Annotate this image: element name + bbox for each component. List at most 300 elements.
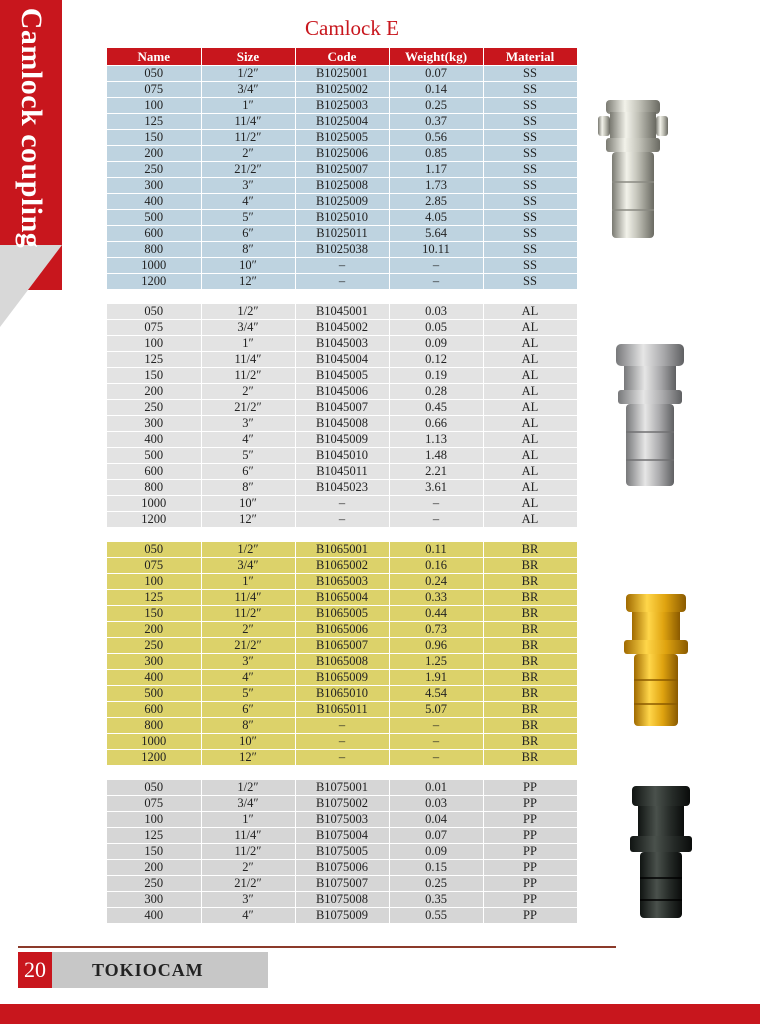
cell-name: 100 (107, 336, 201, 352)
cell-name: 300 (107, 892, 201, 908)
cell-size: 11/2″ (201, 606, 295, 622)
cell-size: 10″ (201, 258, 295, 274)
cell-code: B1025001 (295, 66, 389, 82)
cell-material: SS (483, 130, 577, 146)
table-row (107, 320, 577, 336)
cell-name: 200 (107, 146, 201, 162)
cell-name: 200 (107, 384, 201, 400)
cell-name: 050 (107, 780, 201, 796)
cell-name: 125 (107, 114, 201, 130)
cell-size: 11/4″ (201, 352, 295, 368)
cell-material: SS (483, 258, 577, 274)
table-row (107, 892, 577, 908)
cell-size: 2″ (201, 384, 295, 400)
cell-size: 6″ (201, 464, 295, 480)
cell-size: 2″ (201, 146, 295, 162)
aluminum-camlock-e-icon (610, 340, 690, 490)
table-row (107, 432, 577, 448)
cell-size: 8″ (201, 242, 295, 258)
cell-name: 075 (107, 558, 201, 574)
table-row (107, 606, 577, 622)
cell-size: 11/4″ (201, 590, 295, 606)
cell-size: 12″ (201, 750, 295, 766)
cell-size: 11/4″ (201, 828, 295, 844)
cell-code: B1025011 (295, 226, 389, 242)
cell-name: 300 (107, 178, 201, 194)
table-row (107, 384, 577, 400)
table-row (107, 352, 577, 368)
cell-weight: 0.07 (389, 66, 483, 82)
cell-code: B1025002 (295, 82, 389, 98)
cell-code: B1045007 (295, 400, 389, 416)
cell-name: 075 (107, 82, 201, 98)
cell-size: 3″ (201, 654, 295, 670)
cell-material: SS (483, 82, 577, 98)
cell-name: 600 (107, 702, 201, 718)
table-row (107, 750, 577, 766)
page-number: 20 (18, 952, 52, 988)
cell-material: AL (483, 416, 577, 432)
cell-size: 21/2″ (201, 400, 295, 416)
page-title: Camlock E (305, 16, 399, 40)
cell-code: B1025038 (295, 242, 389, 258)
table-row (107, 638, 577, 654)
cell-size: 4″ (201, 670, 295, 686)
cell-material: BR (483, 638, 577, 654)
cell-size: 4″ (201, 908, 295, 924)
cell-material: AL (483, 432, 577, 448)
cell-size: 21/2″ (201, 638, 295, 654)
cell-size: 1″ (201, 574, 295, 590)
cell-name: 125 (107, 828, 201, 844)
cell-weight: 0.15 (389, 860, 483, 876)
cell-name: 050 (107, 304, 201, 320)
cell-weight: 3.61 (389, 480, 483, 496)
cell-code: B1065004 (295, 590, 389, 606)
table-row (107, 734, 577, 750)
cell-size: 21/2″ (201, 876, 295, 892)
cell-code: – (295, 512, 389, 528)
cell-name: 150 (107, 368, 201, 384)
cell-size: 12″ (201, 274, 295, 290)
cell-name: 100 (107, 574, 201, 590)
cell-weight: 0.44 (389, 606, 483, 622)
cell-weight: 0.04 (389, 812, 483, 828)
cell-name: 400 (107, 432, 201, 448)
cell-size: 4″ (201, 194, 295, 210)
cell-weight: 0.73 (389, 622, 483, 638)
cell-material: AL (483, 352, 577, 368)
table-row (107, 670, 577, 686)
cell-code: B1045011 (295, 464, 389, 480)
cell-code: B1075006 (295, 860, 389, 876)
cell-name: 300 (107, 416, 201, 432)
cell-size: 2″ (201, 622, 295, 638)
cell-name: 250 (107, 876, 201, 892)
table-header-row (107, 48, 577, 66)
cell-code: B1045001 (295, 304, 389, 320)
cell-name: 100 (107, 812, 201, 828)
table-row (107, 226, 577, 242)
cell-size: 3/4″ (201, 796, 295, 812)
cell-material: BR (483, 734, 577, 750)
table-row (107, 718, 577, 734)
cell-material: BR (483, 670, 577, 686)
cell-name: 1000 (107, 258, 201, 274)
cell-size: 5″ (201, 686, 295, 702)
cell-name: 250 (107, 638, 201, 654)
cell-weight: 0.11 (389, 542, 483, 558)
cell-name: 150 (107, 844, 201, 860)
cell-size: 1″ (201, 98, 295, 114)
cell-name: 075 (107, 320, 201, 336)
header-size: Size (201, 48, 295, 66)
cell-weight: – (389, 512, 483, 528)
cell-material: AL (483, 400, 577, 416)
cell-weight: 0.16 (389, 558, 483, 574)
cell-code: B1045008 (295, 416, 389, 432)
brand-label: TOKIOCAM (52, 952, 268, 988)
cell-name: 600 (107, 226, 201, 242)
table-row (107, 448, 577, 464)
table-row (107, 702, 577, 718)
cell-size: 3″ (201, 178, 295, 194)
cell-code: – (295, 258, 389, 274)
brass-table (107, 542, 578, 766)
table-row (107, 542, 577, 558)
cell-weight: 0.14 (389, 82, 483, 98)
cell-size: 12″ (201, 512, 295, 528)
table-row (107, 780, 577, 796)
cell-name: 050 (107, 542, 201, 558)
table-row (107, 274, 577, 290)
cell-material: BR (483, 750, 577, 766)
table-row (107, 876, 577, 892)
cell-size: 11/2″ (201, 844, 295, 860)
cell-material: AL (483, 304, 577, 320)
cell-name: 800 (107, 718, 201, 734)
cell-material: BR (483, 606, 577, 622)
cell-code: B1025004 (295, 114, 389, 130)
cell-weight: 0.07 (389, 828, 483, 844)
cell-weight: 1.48 (389, 448, 483, 464)
cell-size: 8″ (201, 718, 295, 734)
cell-size: 4″ (201, 432, 295, 448)
cell-weight: – (389, 750, 483, 766)
table-row (107, 512, 577, 528)
cell-weight: 0.05 (389, 320, 483, 336)
cell-size: 3/4″ (201, 82, 295, 98)
cell-name: 200 (107, 860, 201, 876)
cell-material: PP (483, 860, 577, 876)
cell-material: BR (483, 574, 577, 590)
cell-material: AL (483, 496, 577, 512)
cell-material: BR (483, 542, 577, 558)
cell-size: 1/2″ (201, 542, 295, 558)
cell-material: AL (483, 464, 577, 480)
cell-name: 1200 (107, 512, 201, 528)
cell-code: B1045003 (295, 336, 389, 352)
table-row (107, 400, 577, 416)
cell-weight: 0.96 (389, 638, 483, 654)
table-row (107, 828, 577, 844)
cell-material: PP (483, 844, 577, 860)
cell-code: B1065008 (295, 654, 389, 670)
cell-weight: 1.91 (389, 670, 483, 686)
table-row (107, 590, 577, 606)
cell-weight: 0.12 (389, 352, 483, 368)
header-weight: Weight(kg) (389, 48, 483, 66)
cell-size: 1″ (201, 336, 295, 352)
cell-name: 1200 (107, 750, 201, 766)
table-row (107, 860, 577, 876)
cell-weight: 0.37 (389, 114, 483, 130)
cell-code: B1025009 (295, 194, 389, 210)
footer-divider (18, 946, 616, 948)
table-row (107, 368, 577, 384)
cell-code: B1065006 (295, 622, 389, 638)
table-row (107, 194, 577, 210)
header-code: Code (295, 48, 389, 66)
side-title: Camlock coupling (15, 7, 48, 249)
cell-size: 11/2″ (201, 368, 295, 384)
cell-weight: 2.21 (389, 464, 483, 480)
cell-code: B1025010 (295, 210, 389, 226)
cell-size: 5″ (201, 210, 295, 226)
cell-weight: 0.85 (389, 146, 483, 162)
cell-material: SS (483, 242, 577, 258)
cell-weight: 5.64 (389, 226, 483, 242)
cell-material: PP (483, 796, 577, 812)
cell-name: 1200 (107, 274, 201, 290)
cell-name: 050 (107, 66, 201, 82)
table-row (107, 130, 577, 146)
table-row (107, 66, 577, 82)
cell-weight: 1.17 (389, 162, 483, 178)
cell-code: B1045005 (295, 368, 389, 384)
table-row (107, 908, 577, 924)
cell-code: B1025005 (295, 130, 389, 146)
table-row (107, 574, 577, 590)
cell-weight: 1.25 (389, 654, 483, 670)
cell-weight: 5.07 (389, 702, 483, 718)
cell-name: 075 (107, 796, 201, 812)
cell-weight: 4.54 (389, 686, 483, 702)
cell-code: B1075004 (295, 828, 389, 844)
table-row (107, 114, 577, 130)
cell-name: 125 (107, 352, 201, 368)
cell-code: – (295, 274, 389, 290)
cell-name: 500 (107, 448, 201, 464)
cell-code: – (295, 718, 389, 734)
cell-weight: 0.19 (389, 368, 483, 384)
cell-weight: 1.73 (389, 178, 483, 194)
cell-size: 5″ (201, 448, 295, 464)
table-row (107, 464, 577, 480)
cell-size: 3/4″ (201, 558, 295, 574)
cell-size: 6″ (201, 226, 295, 242)
brass-camlock-e-icon (620, 590, 692, 730)
cell-material: AL (483, 320, 577, 336)
cell-name: 800 (107, 480, 201, 496)
cell-material: BR (483, 622, 577, 638)
cell-material: SS (483, 98, 577, 114)
cell-weight: 2.85 (389, 194, 483, 210)
cell-name: 125 (107, 590, 201, 606)
cell-code: B1045009 (295, 432, 389, 448)
cell-material: SS (483, 162, 577, 178)
cell-weight: 0.03 (389, 304, 483, 320)
header-name: Name (107, 48, 201, 66)
polypropylene-camlock-e-icon (626, 782, 696, 922)
aluminum-table (107, 304, 578, 528)
cell-size: 3/4″ (201, 320, 295, 336)
cell-material: BR (483, 590, 577, 606)
cell-code: B1065007 (295, 638, 389, 654)
cell-material: BR (483, 718, 577, 734)
cell-name: 500 (107, 210, 201, 226)
cell-weight: 4.05 (389, 210, 483, 226)
cell-code: B1045023 (295, 480, 389, 496)
cell-material: BR (483, 686, 577, 702)
cell-size: 1/2″ (201, 780, 295, 796)
cell-weight: 0.35 (389, 892, 483, 908)
cell-weight: 10.11 (389, 242, 483, 258)
cell-size: 2″ (201, 860, 295, 876)
stainless-camlock-e-icon (596, 92, 670, 242)
cell-code: B1065005 (295, 606, 389, 622)
cell-code: B1065009 (295, 670, 389, 686)
cell-code: B1065001 (295, 542, 389, 558)
cell-size: 1/2″ (201, 66, 295, 82)
cell-weight: – (389, 496, 483, 512)
cell-size: 3″ (201, 892, 295, 908)
cell-name: 400 (107, 908, 201, 924)
cell-name: 1000 (107, 734, 201, 750)
cell-material: BR (483, 702, 577, 718)
cell-code: B1045006 (295, 384, 389, 400)
cell-size: 11/2″ (201, 130, 295, 146)
cell-code: – (295, 750, 389, 766)
table-row (107, 336, 577, 352)
cell-code: B1075007 (295, 876, 389, 892)
cell-size: 21/2″ (201, 162, 295, 178)
cell-code: B1025008 (295, 178, 389, 194)
cell-code: B1075002 (295, 796, 389, 812)
cell-name: 1000 (107, 496, 201, 512)
cell-weight: 0.33 (389, 590, 483, 606)
cell-material: AL (483, 512, 577, 528)
cell-material: AL (483, 480, 577, 496)
cell-name: 400 (107, 194, 201, 210)
cell-material: BR (483, 558, 577, 574)
cell-name: 250 (107, 162, 201, 178)
table-row (107, 98, 577, 114)
cell-name: 150 (107, 606, 201, 622)
cell-weight: 0.25 (389, 876, 483, 892)
cell-size: 10″ (201, 734, 295, 750)
cell-name: 150 (107, 130, 201, 146)
cell-material: BR (483, 654, 577, 670)
table-row (107, 558, 577, 574)
table-row (107, 812, 577, 828)
table-row (107, 416, 577, 432)
cell-code: B1075009 (295, 908, 389, 924)
cell-code: B1025003 (295, 98, 389, 114)
cell-code: B1075001 (295, 780, 389, 796)
table-row (107, 178, 577, 194)
side-tab-fold (0, 245, 62, 327)
polypropylene-table (107, 780, 578, 924)
cell-material: SS (483, 210, 577, 226)
cell-size: 1″ (201, 812, 295, 828)
cell-material: PP (483, 828, 577, 844)
cell-code: B1065010 (295, 686, 389, 702)
cell-weight: 0.45 (389, 400, 483, 416)
cell-name: 800 (107, 242, 201, 258)
cell-name: 250 (107, 400, 201, 416)
cell-material: PP (483, 812, 577, 828)
table-row (107, 844, 577, 860)
cell-material: SS (483, 178, 577, 194)
cell-weight: 0.01 (389, 780, 483, 796)
cell-weight: 0.09 (389, 336, 483, 352)
cell-material: SS (483, 114, 577, 130)
cell-material: AL (483, 336, 577, 352)
cell-size: 8″ (201, 480, 295, 496)
cell-code: – (295, 734, 389, 750)
cell-code: B1065003 (295, 574, 389, 590)
cell-weight: 0.09 (389, 844, 483, 860)
table-row (107, 304, 577, 320)
cell-size: 1/2″ (201, 304, 295, 320)
cell-size: 10″ (201, 496, 295, 512)
footer-bar (0, 1004, 760, 1024)
cell-weight: 0.66 (389, 416, 483, 432)
table-row (107, 622, 577, 638)
table-row (107, 796, 577, 812)
cell-size: 11/4″ (201, 114, 295, 130)
cell-material: SS (483, 226, 577, 242)
cell-weight: 0.56 (389, 130, 483, 146)
table-row (107, 162, 577, 178)
cell-weight: 0.24 (389, 574, 483, 590)
cell-material: PP (483, 780, 577, 796)
cell-name: 200 (107, 622, 201, 638)
cell-weight: 0.25 (389, 98, 483, 114)
cell-code: B1045002 (295, 320, 389, 336)
cell-weight: – (389, 734, 483, 750)
cell-material: SS (483, 66, 577, 82)
cell-name: 600 (107, 464, 201, 480)
cell-material: SS (483, 194, 577, 210)
table-row (107, 654, 577, 670)
cell-material: SS (483, 274, 577, 290)
cell-name: 100 (107, 98, 201, 114)
cell-code: B1075003 (295, 812, 389, 828)
table-row (107, 82, 577, 98)
stainless-steel-table (107, 48, 578, 290)
cell-name: 500 (107, 686, 201, 702)
table-row (107, 496, 577, 512)
table-row (107, 686, 577, 702)
cell-code: B1045010 (295, 448, 389, 464)
cell-material: SS (483, 146, 577, 162)
cell-material: PP (483, 876, 577, 892)
cell-material: PP (483, 908, 577, 924)
cell-code: B1045004 (295, 352, 389, 368)
cell-weight: 0.55 (389, 908, 483, 924)
